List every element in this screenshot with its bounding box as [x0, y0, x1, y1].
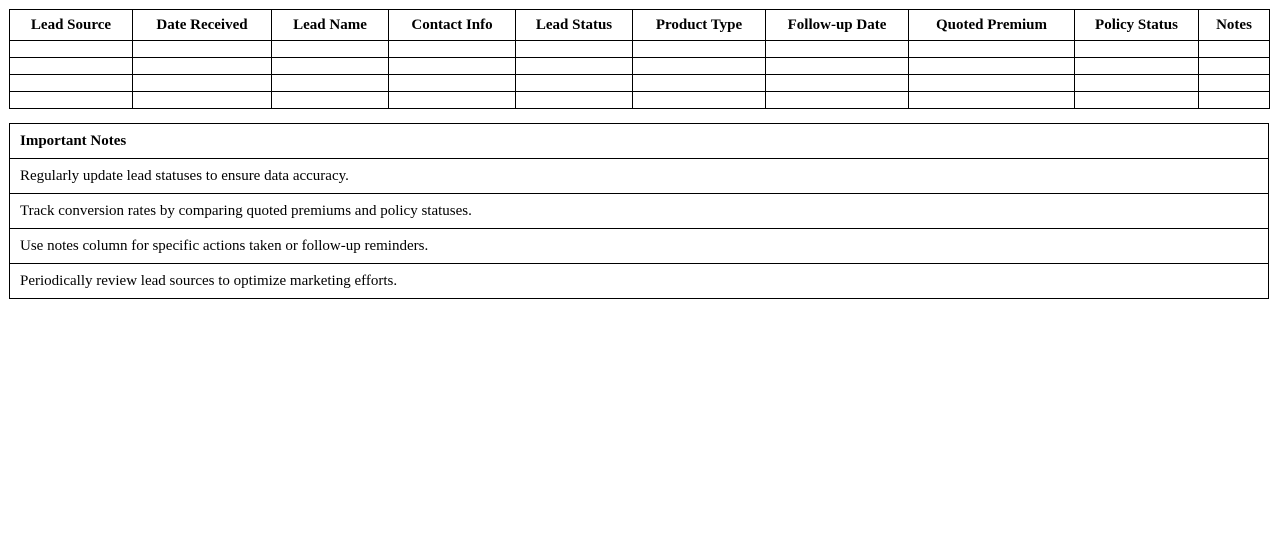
cell-contact-info[interactable]	[389, 58, 516, 75]
cell-lead-status[interactable]	[516, 58, 633, 75]
cell-lead-status[interactable]	[516, 41, 633, 58]
cell-policy-status[interactable]	[1075, 58, 1199, 75]
table-row[interactable]	[10, 41, 1270, 58]
table-header-row	[10, 10, 1270, 41]
cell-lead-name[interactable]	[272, 41, 389, 58]
cell-contact-info[interactable]	[389, 92, 516, 109]
cell-date-received[interactable]	[133, 75, 272, 92]
column-header-lead-source: Lead Source	[10, 10, 133, 41]
cell-lead-name[interactable]	[272, 75, 389, 92]
cell-product-type[interactable]	[633, 58, 766, 75]
cell-notes[interactable]	[1199, 58, 1270, 75]
cell-date-received[interactable]	[133, 58, 272, 75]
column-header-product-type: Product Type	[633, 10, 766, 41]
cell-lead-source[interactable]	[10, 75, 133, 92]
list-item	[10, 264, 1269, 299]
cell-lead-name[interactable]	[272, 58, 389, 75]
cell-notes[interactable]	[1199, 92, 1270, 109]
cell-date-received[interactable]	[133, 92, 272, 109]
table-row[interactable]	[10, 58, 1270, 75]
note-item: Track conversion rates by comparing quoted premiums and policy statuses.	[10, 194, 1269, 229]
column-header-follow-up-date: Follow-up Date	[766, 10, 909, 41]
cell-product-type[interactable]	[633, 92, 766, 109]
cell-lead-source[interactable]	[10, 92, 133, 109]
note-item: Periodically review lead sources to optimize marketing efforts.	[10, 264, 1269, 299]
lead-tracking-table	[9, 9, 1270, 109]
cell-policy-status[interactable]	[1075, 92, 1199, 109]
cell-follow-up-date[interactable]	[766, 58, 909, 75]
notes-heading-row	[10, 124, 1269, 159]
table-row[interactable]	[10, 75, 1270, 92]
document-page	[0, 9, 1278, 559]
column-header-notes: Notes	[1199, 10, 1270, 41]
cell-follow-up-date[interactable]	[766, 75, 909, 92]
cell-lead-status[interactable]	[516, 92, 633, 109]
cell-quoted-premium[interactable]	[909, 41, 1075, 58]
notes-heading: Important Notes	[10, 124, 1269, 159]
cell-notes[interactable]	[1199, 41, 1270, 58]
cell-policy-status[interactable]	[1075, 75, 1199, 92]
list-item	[10, 159, 1269, 194]
column-header-policy-status: Policy Status	[1075, 10, 1199, 41]
cell-quoted-premium[interactable]	[909, 58, 1075, 75]
cell-policy-status[interactable]	[1075, 41, 1199, 58]
cell-lead-name[interactable]	[272, 92, 389, 109]
column-header-date-received: Date Received	[133, 10, 272, 41]
column-header-contact-info: Contact Info	[389, 10, 516, 41]
list-item	[10, 229, 1269, 264]
cell-contact-info[interactable]	[389, 75, 516, 92]
cell-follow-up-date[interactable]	[766, 92, 909, 109]
cell-lead-source[interactable]	[10, 41, 133, 58]
list-item	[10, 194, 1269, 229]
note-item: Use notes column for specific actions taken or follow-up reminders.	[10, 229, 1269, 264]
cell-product-type[interactable]	[633, 75, 766, 92]
important-notes-table	[9, 123, 1269, 299]
note-item: Regularly update lead statuses to ensure data accuracy.	[10, 159, 1269, 194]
cell-product-type[interactable]	[633, 41, 766, 58]
cell-follow-up-date[interactable]	[766, 41, 909, 58]
column-header-quoted-premium: Quoted Premium	[909, 10, 1075, 41]
cell-contact-info[interactable]	[389, 41, 516, 58]
cell-quoted-premium[interactable]	[909, 92, 1075, 109]
cell-quoted-premium[interactable]	[909, 75, 1075, 92]
column-header-lead-status: Lead Status	[516, 10, 633, 41]
table-row[interactable]	[10, 92, 1270, 109]
cell-notes[interactable]	[1199, 75, 1270, 92]
cell-lead-source[interactable]	[10, 58, 133, 75]
column-header-lead-name: Lead Name	[272, 10, 389, 41]
cell-date-received[interactable]	[133, 41, 272, 58]
cell-lead-status[interactable]	[516, 75, 633, 92]
